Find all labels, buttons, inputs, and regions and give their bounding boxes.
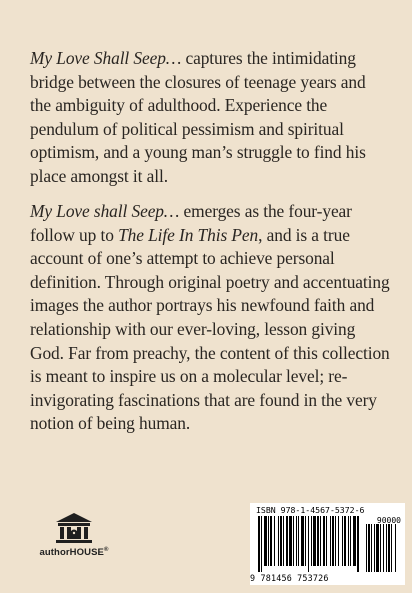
- paragraph-2-text-b: , and is a true account of one’s attempt to achieve personal definition. Through original poetry and accentuating images the author portrays his newfound faith and relationship with our ever-loving, lesson giving God. Far from preachy, the content of this collection is meant to inspire us on a molecular level; re-invigorating fascinations that are found in the very notion of being human.: [30, 224, 390, 434]
- price-addon-digits: 90000: [376, 516, 401, 525]
- description-paragraph-2: [30, 200, 390, 436]
- paragraph-2-text-a: emerges as the four-year follow up to: [30, 201, 352, 245]
- ean-digits: 9 781456 753726: [250, 573, 329, 583]
- previous-book-title: The Life In This Pen: [118, 224, 259, 245]
- authorhouse-logo-icon: [54, 512, 94, 544]
- paragraph-1-text: captures the intimidating bridge between the closures of teenage years and the ambiguity of adulthood. Experience the pendulum of political pessimism and spiritual optimism, and a young man’s struggle to find his place amongst it all.: [30, 48, 366, 186]
- book-title-italic-2: My Love shall Seep…: [30, 201, 180, 221]
- book-title-italic: My Love Shall Seep…: [30, 48, 182, 68]
- publisher-name: authorHOUSE®: [39, 547, 109, 559]
- isbn-label: ISBN 978-1-4567-5372-6: [256, 505, 365, 515]
- isbn-barcode: [250, 503, 405, 585]
- description-paragraph-1: [30, 47, 390, 189]
- publisher-logo: [34, 512, 114, 558]
